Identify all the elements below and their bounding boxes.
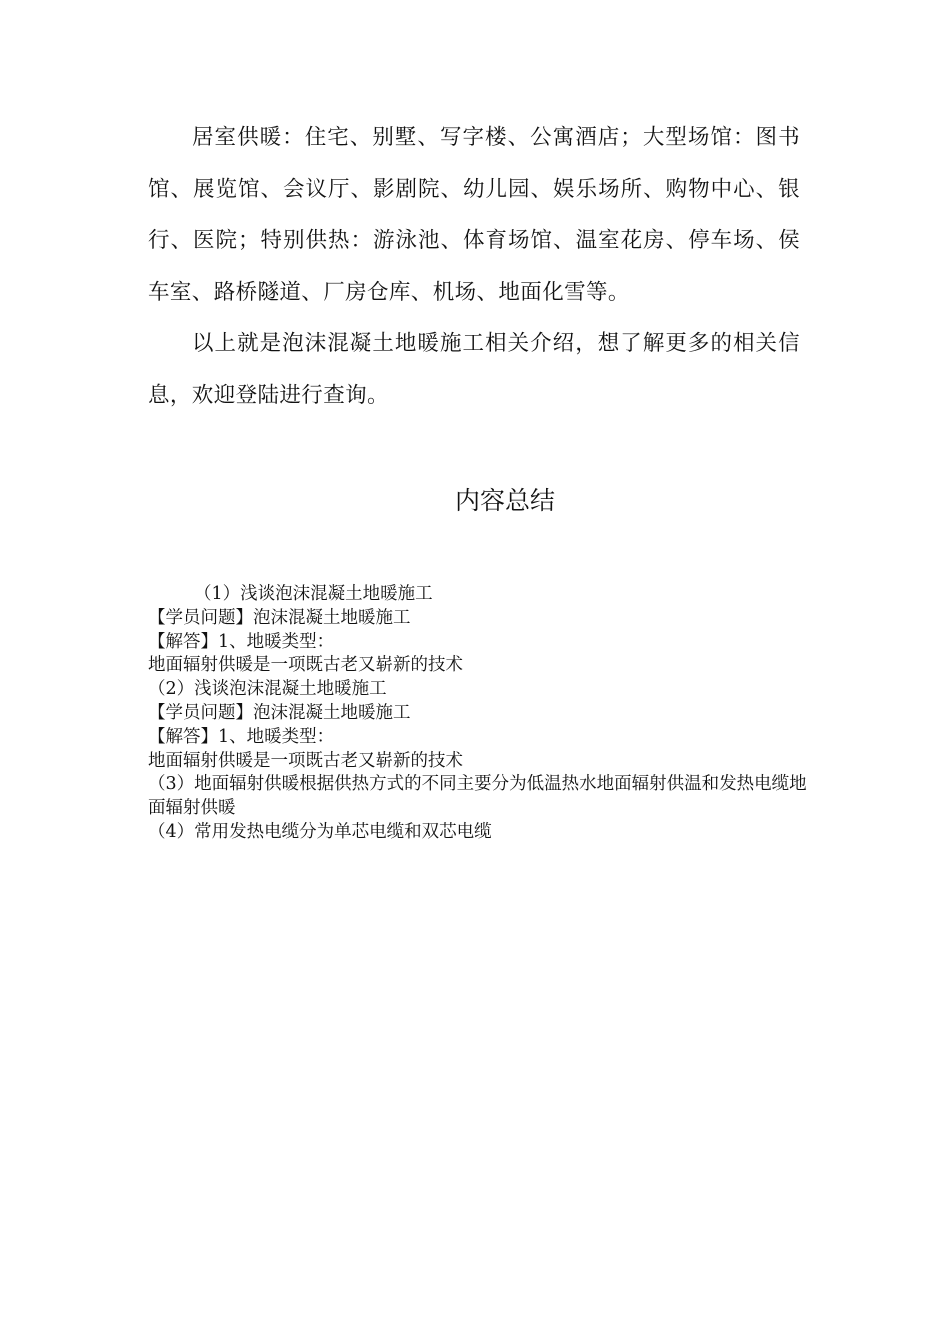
summary-line: 【学员问题】泡沫混凝土地暖施工 [148, 607, 411, 628]
summary-title: 内容总结 [454, 486, 555, 515]
summary-line: （2）浅谈泡沫混凝土地暖施工 [148, 679, 387, 700]
summary-line: （3）地面辐射供暖根据供热方式的不同主要分为低温热水地面辐射供温和发热电缆地面辐射供暖 [148, 774, 807, 819]
summary-line: 【学员问题】泡沫混凝土地暖施工 [148, 702, 411, 723]
paragraph-closing-note: 以上就是泡沫混凝土地暖施工相关介绍，想了解更多的相关信息，欢迎登陆进行查询。 [148, 331, 800, 408]
summary-line: 【解答】1、地暖类型： [148, 726, 335, 747]
summary-line: （4）常用发热电缆分为单芯电缆和双芯电缆 [148, 821, 492, 842]
summary-line: 【解答】1、地暖类型： [148, 631, 335, 652]
body-text [148, 112, 800, 421]
summary-line: 地面辐射供暖是一项既古老又崭新的技术 [148, 655, 463, 676]
summary-line: （1）浅谈泡沫混凝土地暖施工 [194, 584, 433, 604]
paragraph-heating-applications: 居室供暖：住宅、别墅、写字楼、公寓酒店；大型场馆：图书馆、展览馆、会议厅、影剧院、幼儿园、娱乐场所、购物中心、银行、医院；特别供热：游泳池、体育场馆、温室花房、停车场、侯车室、路桥隧道、厂房仓库、机场、地面化雪等。 [148, 125, 800, 305]
summary-list [148, 583, 808, 845]
summary-line: 地面辐射供暖是一项既古老又崭新的技术 [148, 750, 463, 771]
